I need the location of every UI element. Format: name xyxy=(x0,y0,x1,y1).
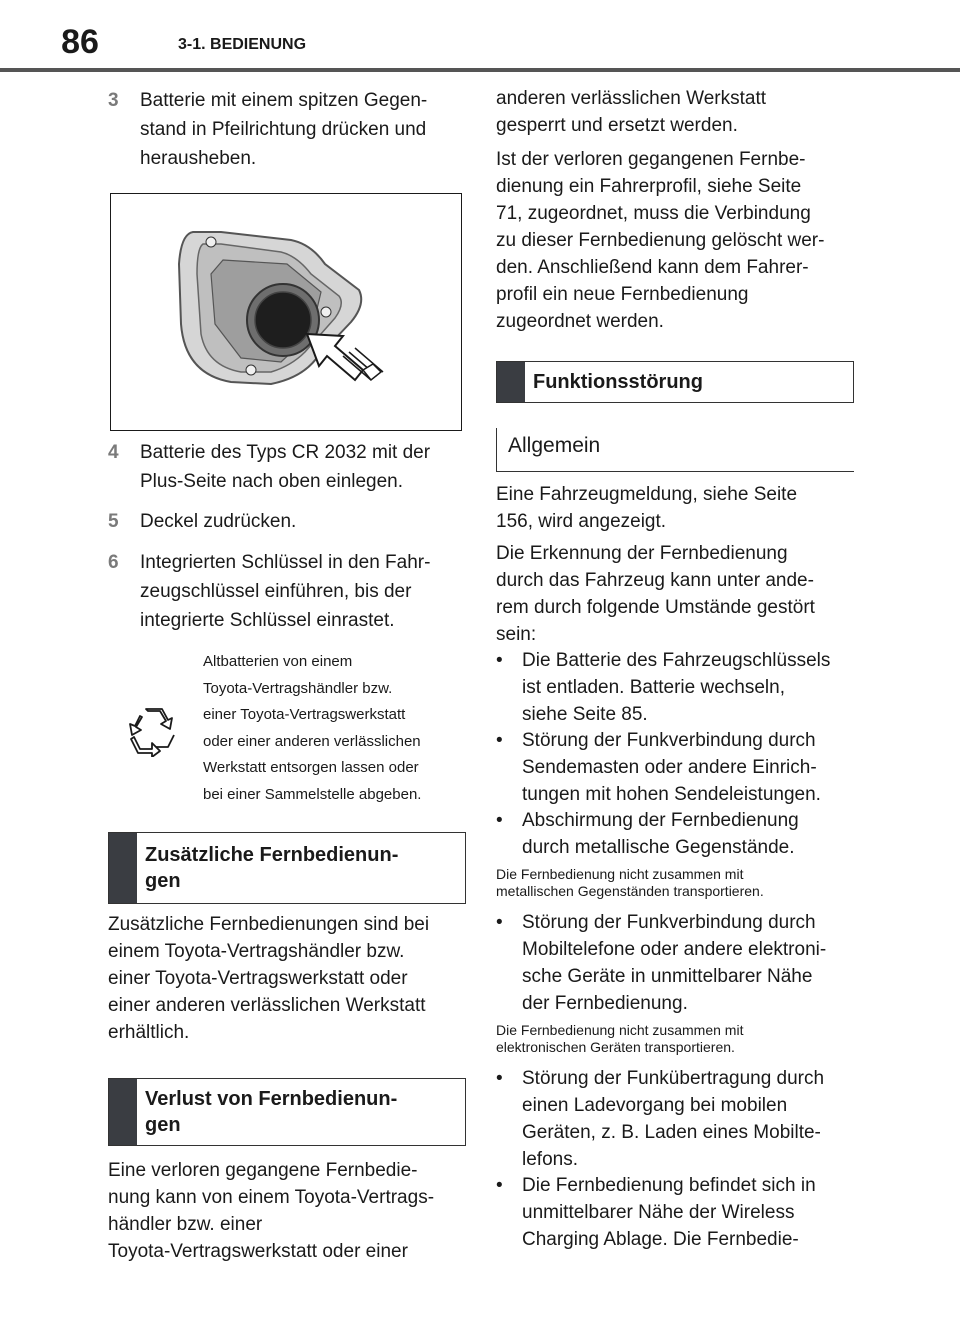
subheading-underline xyxy=(496,471,854,472)
heading-additional xyxy=(108,832,466,904)
heading-malfunction xyxy=(496,361,854,403)
subheading-rule xyxy=(496,428,497,472)
bullet-dot: • xyxy=(496,650,503,671)
subheading-general xyxy=(496,424,854,472)
bullet-text: Abschirmung der Fernbedienung durch metallische Gegenstände. xyxy=(522,810,799,858)
additional-body: Zusätzliche Fernbedienungen sind bei einem Toyota-Vertragshändler bzw. einer Toyota-Vertragswerkstatt oder einer anderen verlässlichen Werkstatt erhältlich. xyxy=(108,914,430,1043)
loss-body-right-1: anderen verlässlichen Werkstatt gesperrt und ersetzt werden. xyxy=(496,88,766,136)
subheading-label: Allgemein xyxy=(508,434,601,457)
heading-label: Zusätzliche Fernbedienun- gen xyxy=(145,844,399,892)
bullet-dot: • xyxy=(496,912,503,933)
bullet-text: Die Batterie des Fahrzeugschlüssels ist entladen. Batterie wechseln, siehe Seite 85. xyxy=(522,650,831,725)
heading-loss xyxy=(108,1078,466,1146)
bullet-dot: • xyxy=(496,730,503,751)
step-number: 6 xyxy=(108,552,119,573)
malfunction-intro-2: Die Erkennung der Fernbedienung durch das Fahrzeug kann unter ande- rem durch folgende Umstände gestört sein: xyxy=(496,543,815,645)
bullet-text: Störung der Funkverbindung durch Mobiltelefone oder andere elektroni- sche Geräte in unmittelbarer Nähe der Fernbedienung. xyxy=(522,912,827,1014)
bullet-dot: • xyxy=(496,810,503,831)
malfunction-intro-1: Eine Fahrzeugmeldung, siehe Seite 156, wird angezeigt. xyxy=(496,484,798,532)
step-number: 4 xyxy=(108,442,119,463)
step-text: Batterie mit einem spitzen Gegen- stand in Pfeilrichtung drücken und herausheben. xyxy=(140,90,428,169)
loss-body-right-2: Ist der verloren gegangenen Fernbe- dienung ein Fahrerprofil, siehe Seite 71, zugeordnet, muss die Verbindung zu dieser Fernbedienung gelöscht wer- den. Anschließend kann dem Fahrer- profil ein neue Fernbedienung zugeordnet werden. xyxy=(496,149,825,332)
heading-label: Funktionsstörung xyxy=(533,371,703,393)
note-metal: Die Fernbedienung nicht zusammen mit metallischen Gegenständen transportieren. xyxy=(496,866,764,899)
bullet-text: Störung der Funkübertragung durch einen Ladevorgang bei mobilen Geräten, z. B. Laden eines Mobilte- lefons. xyxy=(522,1068,825,1170)
figure-key-battery xyxy=(110,193,462,431)
section-title: 3-1. BEDIENUNG xyxy=(178,36,307,53)
loss-body-left: Eine verloren gegangene Fernbedie- nung kann von einem Toyota-Vertrags- händler bzw. einer Toyota-Vertragswerkstatt oder einer xyxy=(108,1160,435,1262)
page-header xyxy=(0,0,960,76)
heading-bar xyxy=(109,1079,137,1145)
key-battery-illustration xyxy=(111,194,461,430)
heading-bar xyxy=(497,362,525,402)
recycle-note xyxy=(108,645,464,813)
bullet-dot: • xyxy=(496,1068,503,1089)
step-text: Batterie des Typs CR 2032 mit der Plus-Seite nach oben einlegen. xyxy=(140,442,431,492)
recycle-icon xyxy=(128,705,180,757)
header-rule xyxy=(0,68,960,72)
page-number: 86 xyxy=(0,16,160,68)
recycle-text: Altbatterien von einem Toyota-Vertragshändler bzw. einer Toyota-Vertragswerkstatt oder einer anderen verlässlichen Werkstatt entsorgen lassen oder bei einer Sammelstelle abgeben. xyxy=(203,653,422,803)
step-number: 5 xyxy=(108,511,119,532)
step-number: 3 xyxy=(108,90,119,111)
note-electronic: Die Fernbedienung nicht zusammen mit elektronischen Geräten transportieren. xyxy=(496,1022,744,1055)
bullet-text: Die Fernbedienung befindet sich in unmittelbarer Nähe der Wireless Charging Ablage. Die Fernbedie- xyxy=(522,1175,816,1250)
bullet-text: Störung der Funkverbindung durch Sendemasten oder andere Einrich- tungen mit hohen Sendeleistungen. xyxy=(522,730,821,805)
step-text: Deckel zudrücken. xyxy=(140,511,297,532)
heading-label: Verlust von Fernbedienun- gen xyxy=(145,1088,398,1136)
bullet-dot: • xyxy=(496,1175,503,1196)
step-text: Integrierten Schlüssel in den Fahr- zeugschlüssel einführen, bis der integrierte Schlüssel einrastet. xyxy=(140,552,431,631)
heading-bar xyxy=(109,833,137,903)
